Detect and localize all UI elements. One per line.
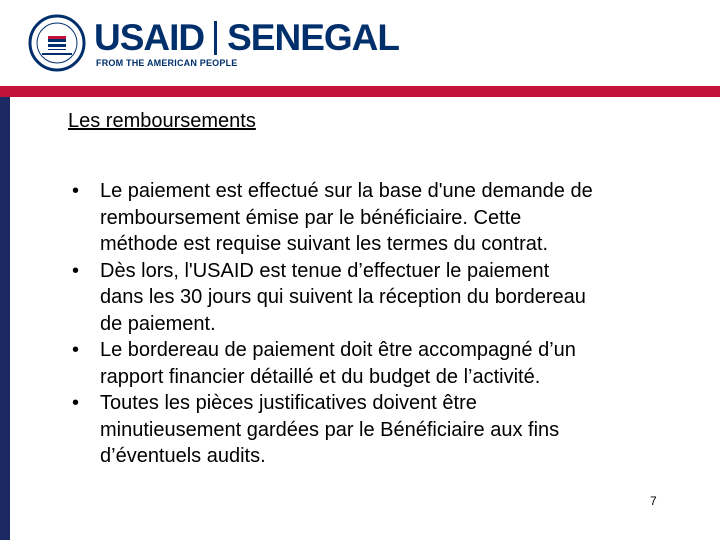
slide-title: Les remboursements: [68, 110, 256, 132]
bullet-line: dans les 30 jours qui suivent la réception du bordereau: [100, 286, 586, 308]
bullet-item: [72, 258, 672, 338]
bullet-line: méthode est requise suivant les termes du contrat.: [100, 233, 549, 255]
bullet-line: d’éventuels audits.: [100, 445, 266, 467]
bullet-line: Toutes les pièces justificatives doivent être: [100, 392, 477, 414]
page-number: 7: [650, 494, 657, 508]
usaid-senegal-logo: [28, 14, 428, 74]
bullet-line: Le paiement est effectué sur la base d'une demande de: [100, 180, 593, 202]
logo-brand: USAID: [94, 17, 205, 58]
bullet-line: remboursement émise par le bénéficiaire. Cette: [100, 206, 522, 229]
bullet-line: rapport financier détaillé et du budget de l’activité.: [100, 365, 541, 388]
logo-tagline: FROM THE AMERICAN PEOPLE: [96, 58, 238, 68]
usaid-seal-icon: [28, 14, 86, 72]
red-header-rule: [0, 86, 720, 97]
bullet-item: [72, 390, 672, 470]
logo-divider: [214, 21, 217, 55]
bullet-icon: •: [72, 259, 80, 282]
logo-country: SENEGAL: [227, 17, 399, 58]
bullet-line: Dès lors, l'USAID est tenue d’effectuer le paiement: [100, 259, 550, 282]
bullet-line: Le bordereau de paiement doit être accompagné d’un: [100, 339, 576, 361]
left-navy-bar: [0, 97, 10, 540]
bullet-icon: •: [72, 180, 80, 202]
bullet-icon: •: [72, 392, 80, 414]
bullet-item: [72, 337, 672, 390]
bullet-item: [72, 178, 672, 258]
bullet-line: de paiement.: [100, 312, 216, 335]
bullet-line: minutieusement gardées par le Bénéficiaire aux fins: [100, 418, 560, 441]
bullet-list: [72, 178, 672, 470]
logo-wordmark: [94, 18, 399, 58]
bullet-icon: •: [72, 339, 80, 361]
